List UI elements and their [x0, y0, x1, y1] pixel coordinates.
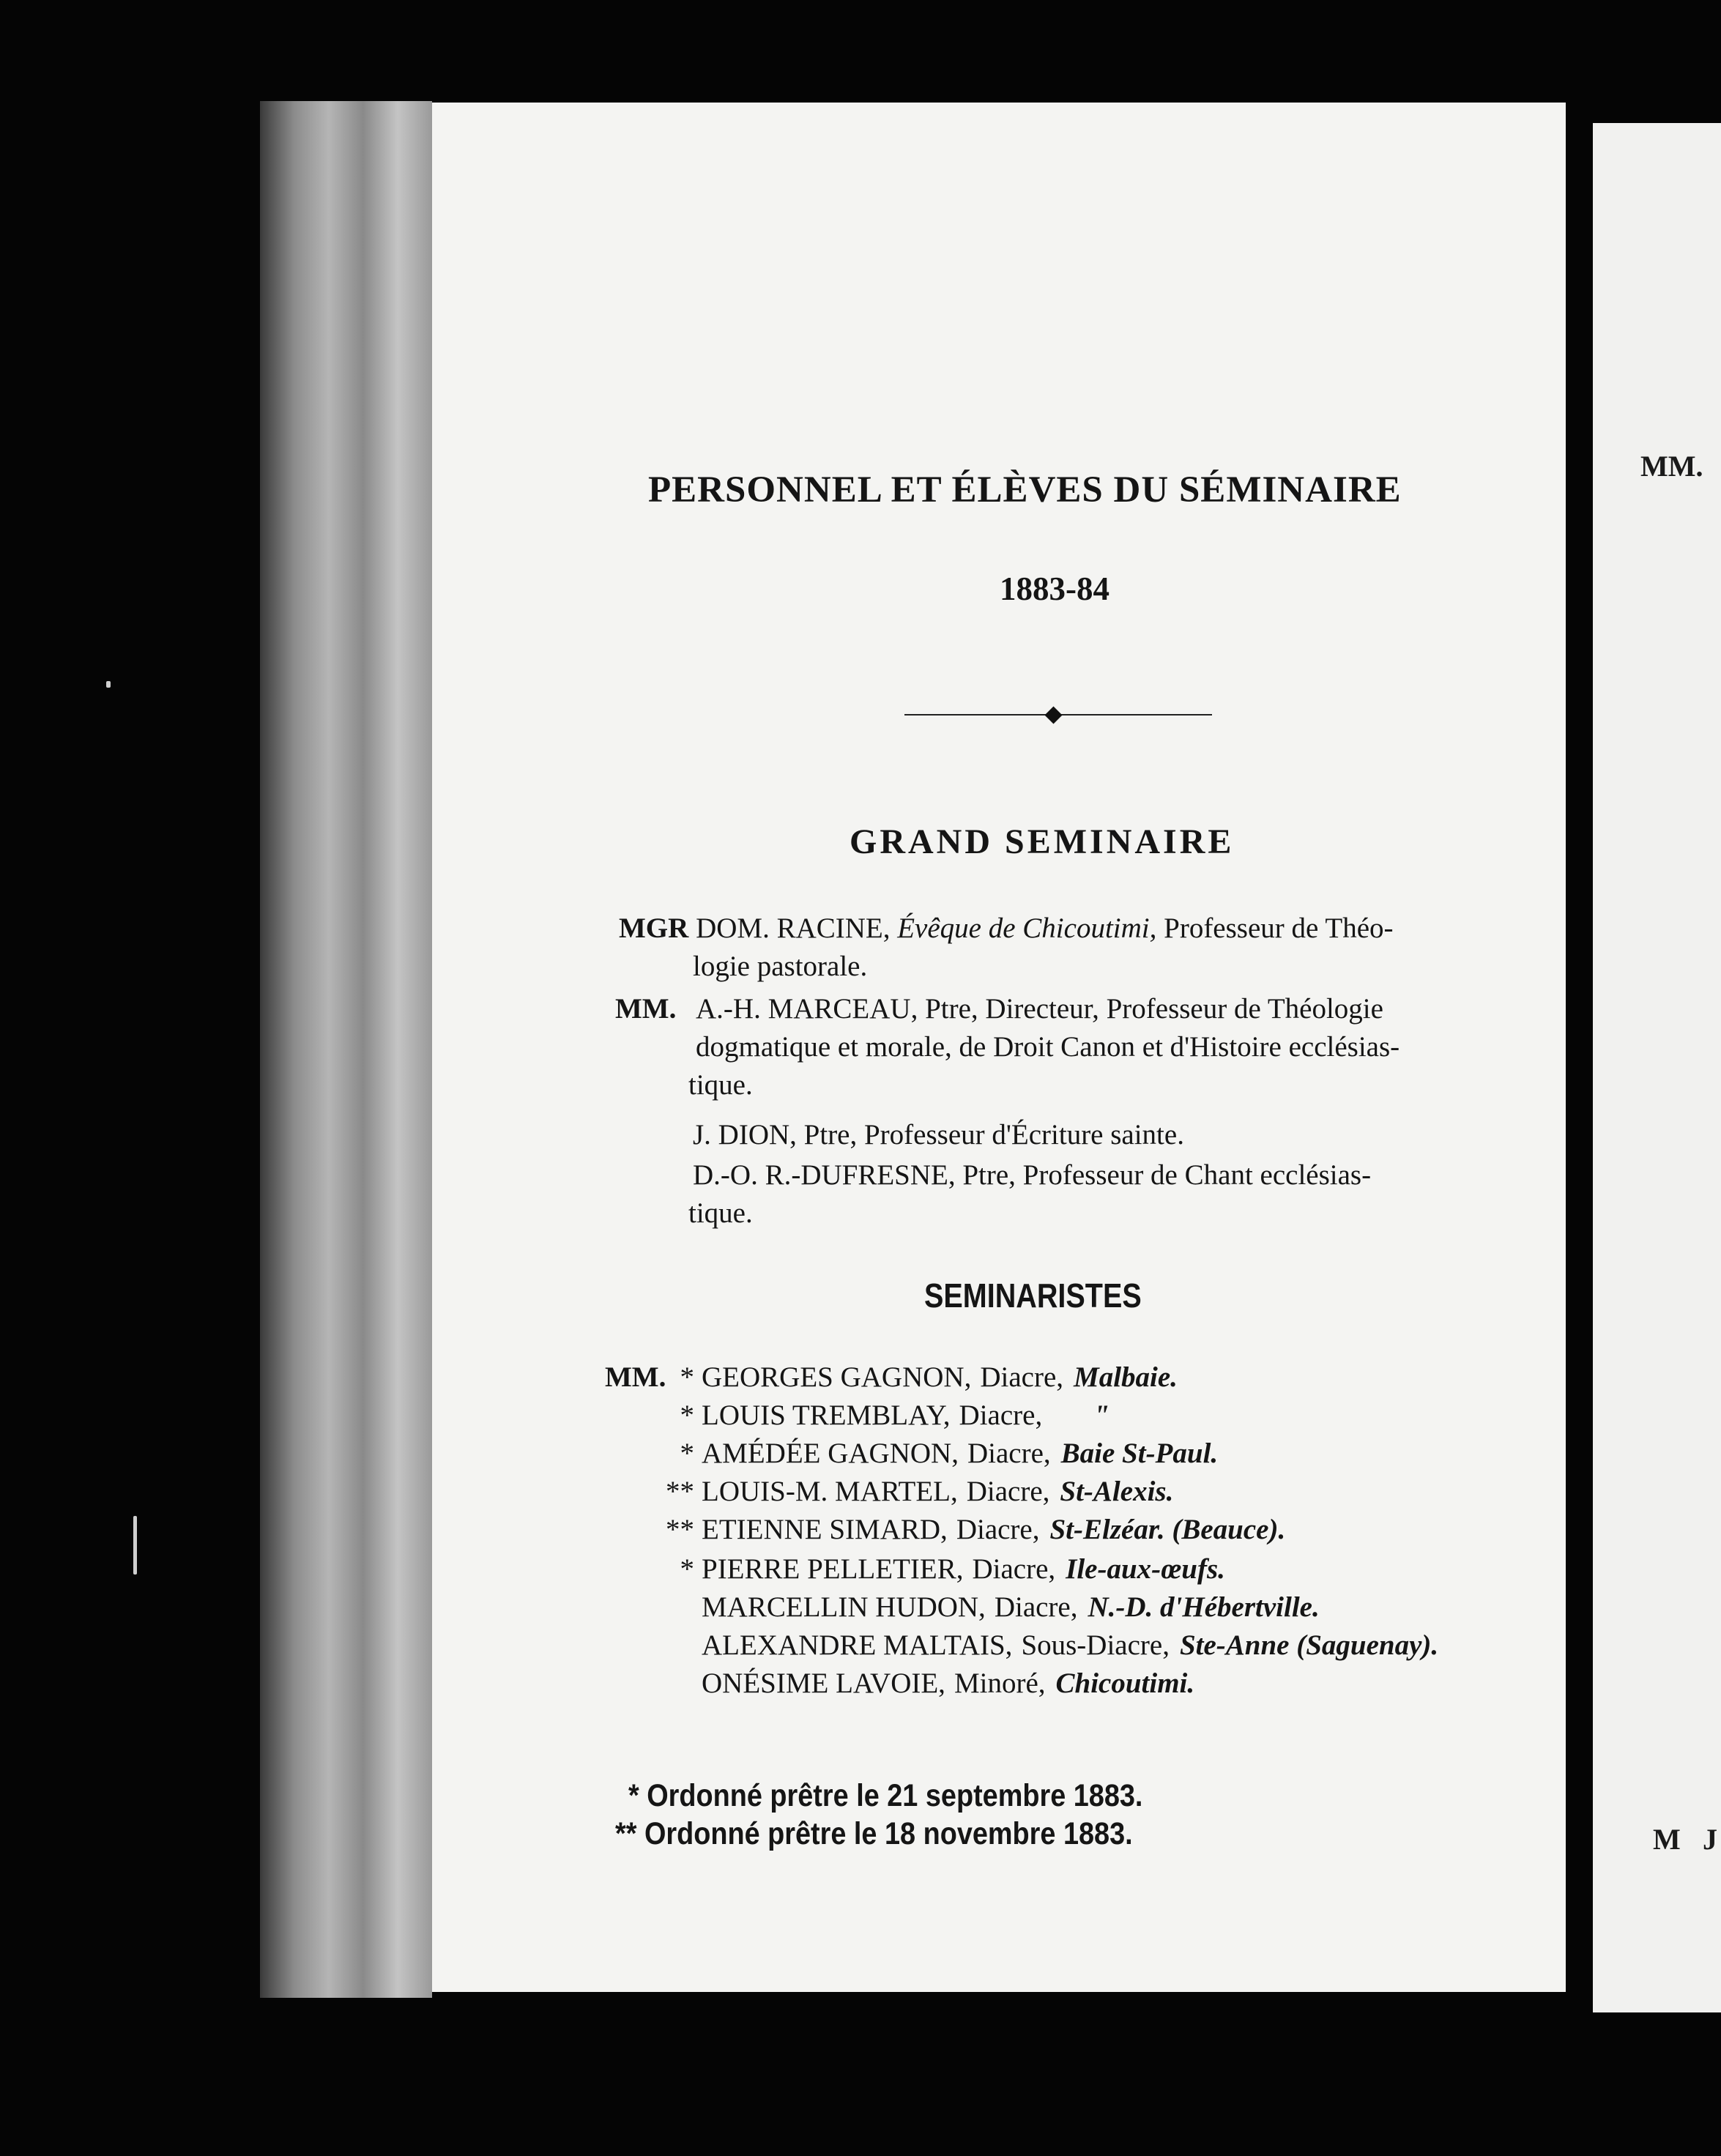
- seminarist-order: Diacre,: [967, 1438, 1051, 1469]
- staff-entry: [615, 992, 1383, 1025]
- seminarist-name: ALEXANDRE MALTAIS,: [702, 1629, 1013, 1661]
- ordination-mark: **: [666, 1514, 694, 1545]
- seminarist-row: [644, 1667, 1194, 1700]
- year-heading: 1883-84: [1000, 570, 1109, 607]
- facing-page-mm: MM.: [1640, 450, 1703, 483]
- staff-entry: [693, 1118, 1184, 1151]
- seminarist-order: Minoré,: [954, 1668, 1046, 1699]
- seminarist-row: [644, 1513, 1285, 1546]
- footnote: [628, 1778, 1142, 1814]
- staff-entry-continuation: tique.: [688, 1197, 753, 1229]
- staff-name: DOM. RACINE,: [696, 912, 891, 944]
- dust-speck: [106, 681, 111, 688]
- grand-seminaire-heading: GRAND SEMINAIRE: [850, 822, 1235, 861]
- facing-page-m: M: [1653, 1823, 1681, 1856]
- staff-prefix: MM.: [615, 993, 677, 1025]
- seminarist-place: N.-D. d'Hébertville.: [1088, 1591, 1320, 1623]
- seminarist-name: ETIENNE SIMARD,: [702, 1514, 948, 1545]
- staff-entry-continuation: dogmatique et morale, de Droit Canon et d'Histoire ecclésias-: [696, 1031, 1400, 1063]
- seminarist-row: [644, 1475, 1173, 1508]
- footnote-mark: **: [615, 1816, 637, 1851]
- seminaristes-heading: SEMINARISTES: [924, 1276, 1142, 1315]
- book-page-edges: [260, 101, 432, 1998]
- seminarist-row: [644, 1361, 1178, 1394]
- seminarist-order: Sous-Diacre,: [1021, 1629, 1170, 1661]
- footnote-mark: *: [628, 1778, 639, 1813]
- seminarist-place: St-Elzéar. (Beauce).: [1049, 1514, 1286, 1545]
- staff-description: Ptre, Professeur de Chant ecclésias-: [962, 1159, 1372, 1191]
- seminarist-place: Ste-Anne (Saguenay).: [1179, 1629, 1439, 1661]
- seminarist-name: ONÉSIME LAVOIE,: [702, 1668, 945, 1699]
- seminarist-place: Malbaie.: [1074, 1361, 1178, 1393]
- seminarist-order: Diacre,: [956, 1514, 1040, 1545]
- dust-speck: [133, 1516, 137, 1575]
- staff-role: Évêque de Chicoutimi,: [897, 912, 1157, 944]
- footnote-text: Ordonné prêtre le 21 septembre 1883.: [647, 1778, 1143, 1813]
- staff-name: A.-H. MARCEAU,: [696, 993, 918, 1025]
- seminarist-order: Diacre,: [980, 1361, 1064, 1393]
- seminarist-order: Diacre,: [972, 1553, 1056, 1585]
- seminarist-row: [644, 1437, 1218, 1470]
- seminarist-place: St-Alexis.: [1060, 1476, 1174, 1507]
- staff-entry: [693, 1159, 1371, 1192]
- seminarist-place: Chicoutimi.: [1055, 1668, 1195, 1699]
- staff-name: D.-O. R.-DUFRESNE,: [693, 1159, 956, 1191]
- ornament-divider: [904, 707, 1212, 722]
- staff-entry-continuation: logie pastorale.: [693, 951, 868, 982]
- seminarist-name: LOUIS TREMBLAY,: [702, 1399, 951, 1431]
- seminarist-row: [644, 1629, 1438, 1662]
- seminarist-name: GEORGES GAGNON,: [702, 1361, 972, 1393]
- seminarist-name: PIERRE PELLETIER,: [702, 1553, 964, 1585]
- footnote: [615, 1816, 1133, 1852]
- seminarist-order: Diacre,: [966, 1476, 1050, 1507]
- ordination-mark: *: [680, 1361, 694, 1393]
- staff-prefix: MGR: [619, 912, 689, 944]
- diamond-ornament-icon: [1044, 706, 1062, 724]
- seminarist-name: LOUIS-M. MARTEL,: [702, 1476, 958, 1507]
- staff-entry-continuation: tique.: [688, 1069, 753, 1101]
- ordination-mark: *: [680, 1553, 694, 1585]
- ordination-mark: *: [680, 1438, 694, 1469]
- facing-page-j: J: [1703, 1823, 1717, 1856]
- ordination-mark: **: [666, 1476, 694, 1507]
- seminarist-place: Ile-aux-œufs.: [1066, 1553, 1225, 1585]
- seminarist-row: [644, 1553, 1225, 1586]
- staff-description: Professeur de Théo-: [1164, 912, 1394, 944]
- seminarist-place: Baie St-Paul.: [1060, 1438, 1219, 1469]
- seminarist-name: MARCELLIN HUDON,: [702, 1591, 986, 1623]
- footnote-text: Ordonné prêtre le 18 novembre 1883.: [644, 1816, 1133, 1851]
- seminarist-order: Diacre,: [959, 1399, 1043, 1431]
- staff-description: Ptre, Professeur d'Écriture sainte.: [803, 1119, 1184, 1151]
- ordination-mark: *: [680, 1399, 694, 1431]
- seminaristes-prefix: MM.: [605, 1361, 666, 1393]
- page-title: PERSONNEL ET ÉLÈVES DU SÉMINAIRE: [648, 469, 1402, 510]
- seminarist-row: [644, 1399, 1109, 1432]
- seminarist-place: ": [1093, 1399, 1109, 1431]
- staff-name: J. DION,: [693, 1119, 797, 1151]
- facing-page: [1593, 123, 1721, 2012]
- seminarist-row: [644, 1591, 1320, 1624]
- seminarist-order: Diacre,: [994, 1591, 1078, 1623]
- seminarist-name: AMÉDÉE GAGNON,: [702, 1438, 959, 1469]
- staff-entry: [619, 912, 1394, 945]
- staff-description: Ptre, Directeur, Professeur de Théologie: [925, 993, 1383, 1025]
